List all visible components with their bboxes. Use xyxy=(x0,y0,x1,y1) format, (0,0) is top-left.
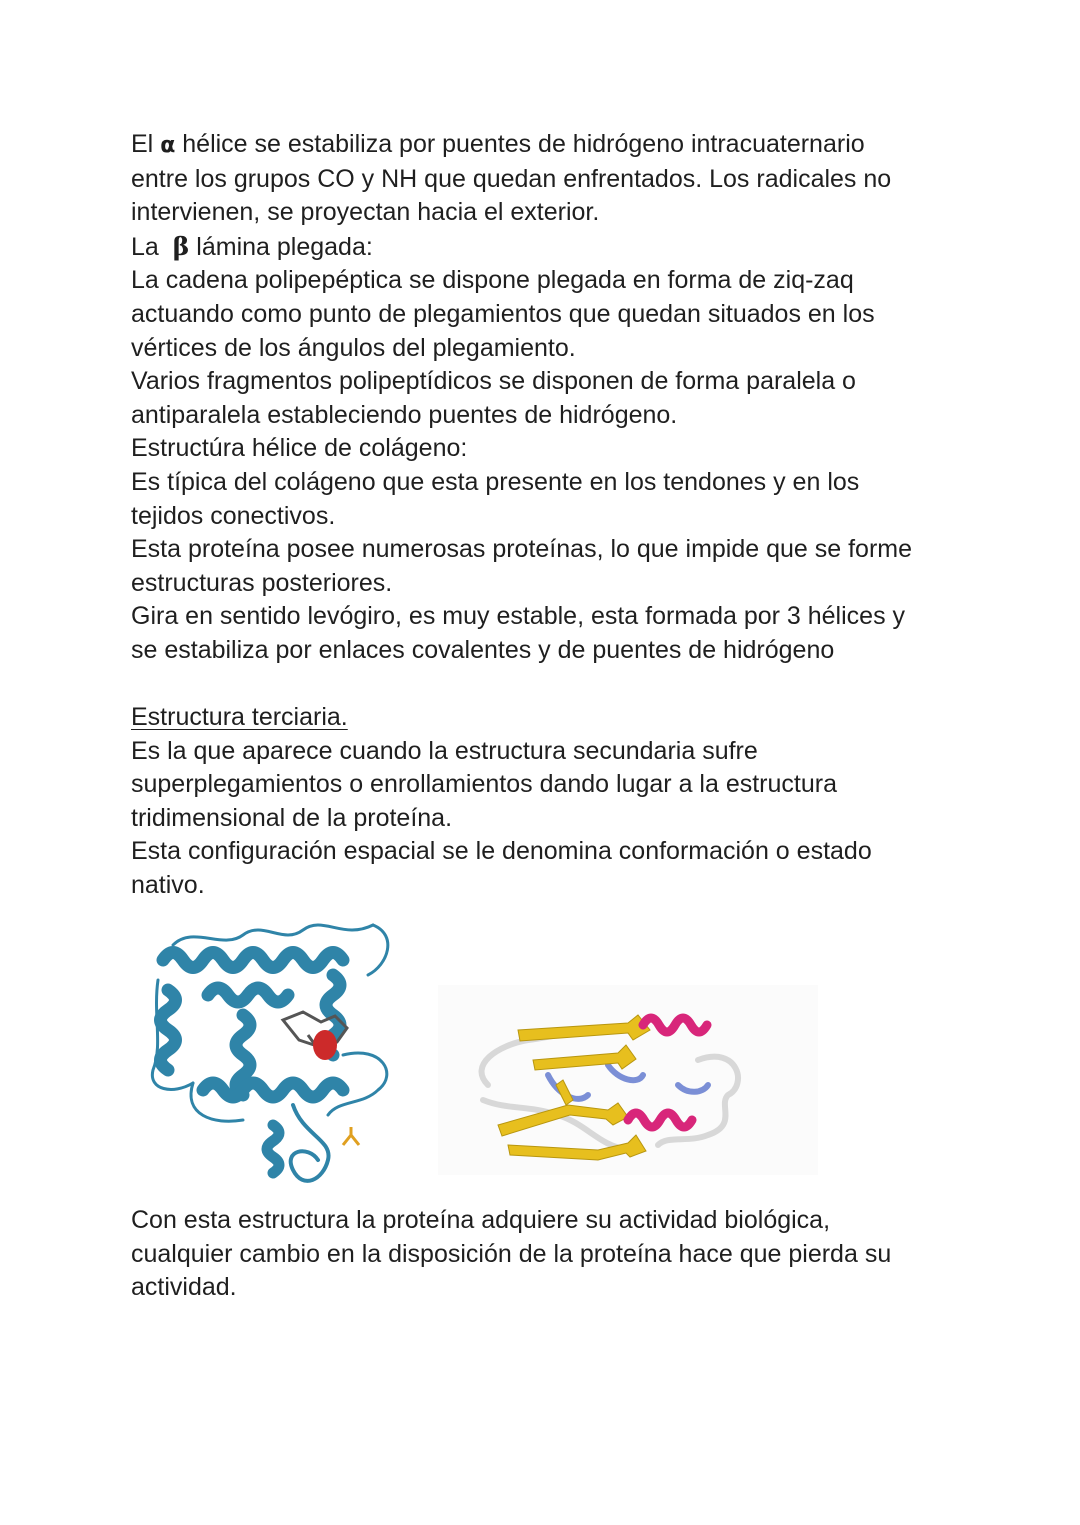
alpha-symbol: α xyxy=(160,133,176,158)
closing-line-1: Con esta estructura la proteína adquiere su actividad biológica, xyxy=(131,1206,831,1234)
beta-prefix: La xyxy=(131,232,159,261)
tertiary-line-5: nativo. xyxy=(131,871,205,900)
closing-paragraph xyxy=(131,1204,951,1305)
beta-line-3: vértices de los ángulos del plegamiento. xyxy=(131,333,576,362)
tertiary-line-1: Es la que aparece cuando la estructura secundaria sufre xyxy=(131,736,758,765)
collagen-line-5: Gira en sentido levógiro, es muy estable, esta formada por 3 hélices y xyxy=(131,602,906,631)
beta-line-2: actuando como punto de plegamientos que quedan situados en los xyxy=(131,299,875,328)
closing-line-2: cualquier cambio en la disposición de la proteína hace que pierda su xyxy=(131,1239,892,1268)
beta-line-1: La cadena polipepéptica se dispone plegada en forma de ziq-zaq xyxy=(131,266,854,295)
alpha-prefix: El xyxy=(131,130,154,158)
tertiary-line-3: tridimensional de la proteína. xyxy=(131,803,453,832)
tertiary-line-2: superplegamientos o enrollamientos dando lugar a la estructura xyxy=(131,770,837,799)
collagen-title: Estructúra hélice de colágeno: xyxy=(131,434,468,463)
collagen-line-3: Esta proteína posee numerosas proteínas, lo que impide que se forme xyxy=(131,535,913,564)
document-body xyxy=(131,128,951,903)
beta-title-text: lámina plegada: xyxy=(196,232,373,261)
protein-figures xyxy=(133,905,823,1195)
collagen-line-2: tejidos conectivos. xyxy=(131,501,336,530)
beta-symbol: β xyxy=(172,231,190,261)
alpha-helix-line-2: entre los grupos CO y NH que quedan enfrentados. Los radicales no xyxy=(131,164,892,193)
alpha-beta-ribbon-image xyxy=(438,985,818,1175)
tertiary-line-4: Esta configuración espacial se le denomina conformación o estado xyxy=(131,837,872,866)
alpha-helix-line-3: intervienen, se proyectan hacia el exterior. xyxy=(131,198,600,227)
myoglobin-ribbon-image xyxy=(133,905,413,1195)
paragraph-gap xyxy=(131,668,951,702)
tertiary-heading: Estructura terciaria. xyxy=(131,703,348,732)
collagen-line-1: Es típica del colágeno que esta presente en los tendones y en los xyxy=(131,467,860,496)
closing-line-3: actividad. xyxy=(131,1273,237,1302)
alpha-text: hélice se estabiliza por puentes de hidrógeno intracuaternario xyxy=(182,130,865,158)
collagen-line-6: se estabiliza por enlaces covalentes y de puentes de hidrógeno xyxy=(131,635,835,664)
collagen-line-4: estructuras posteriores. xyxy=(131,568,393,597)
beta-sheet-title xyxy=(131,230,951,265)
alpha-helix-line-1 xyxy=(131,128,951,163)
beta-line-5: antiparalela estableciendo puentes de hidrógeno. xyxy=(131,400,678,429)
beta-line-4: Varios fragmentos polipeptídicos se disponen de forma paralela o xyxy=(131,367,856,396)
